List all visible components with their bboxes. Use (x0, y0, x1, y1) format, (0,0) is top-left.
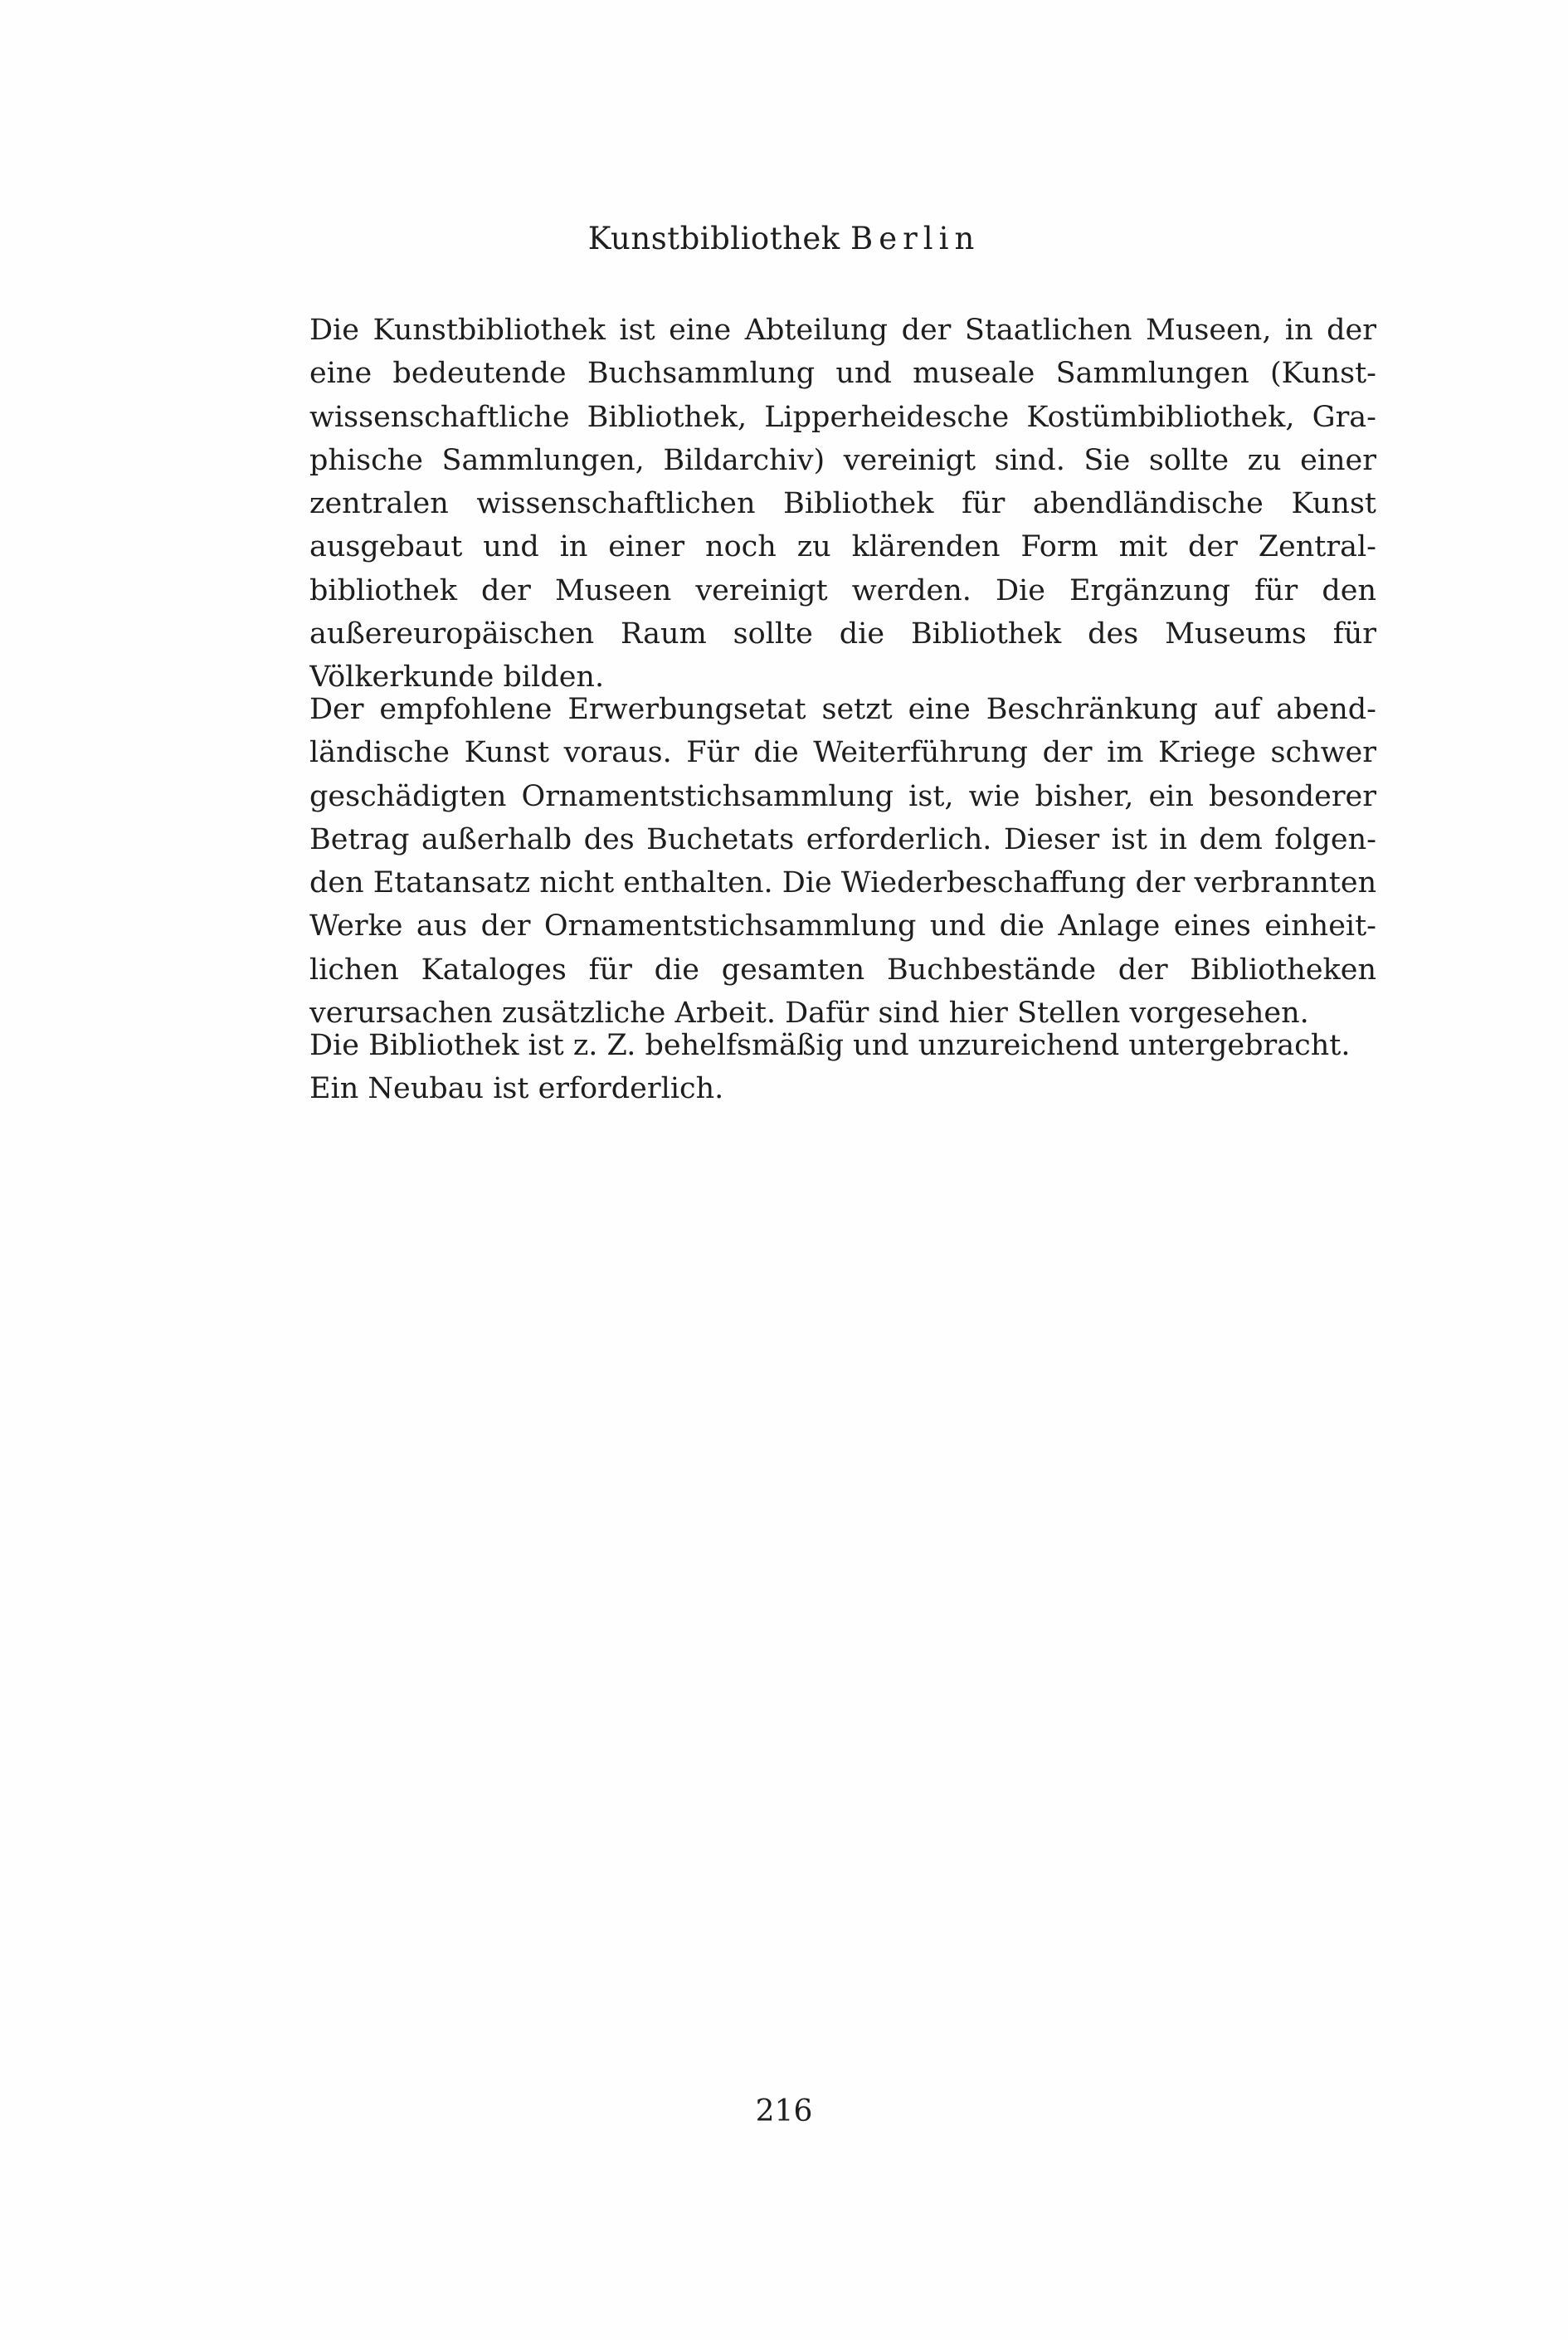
text-line: Betrag außerhalb des Buchetats erforderlich. Dieser ist in dem folgen- (309, 822, 1376, 856)
text-line: geschädigten Ornamentstichsammlung ist, wie bisher, ein besonderer (309, 779, 1376, 813)
text-line: zentralen wissenschaftlichen Bibliothek für abendländische Kunst (309, 487, 1376, 521)
title-location: Berlin (850, 221, 981, 256)
text-line: eine bedeutende Buchsammlung und museale Sammlungen (Kunst- (309, 357, 1376, 391)
text-line: Ein Neubau ist erforderlich. (309, 1072, 724, 1106)
text-line: bibliothek der Museen vereinigt werden. Die Ergänzung für den (309, 573, 1376, 607)
text-line: Völkerkunde bilden. (309, 661, 605, 695)
paragraph-2 (309, 688, 1376, 1035)
text-line: den Etatansatz nicht enthalten. Die Wiederbeschaffung der verbrannten (309, 866, 1376, 900)
paragraph-3 (309, 1024, 1376, 1111)
title-main: Kunstbibliothek (587, 221, 840, 256)
text-line: außereuropäischen Raum sollte die Bibliothek des Museums für (309, 617, 1376, 651)
text-line: ländische Kunst voraus. Für die Weiterführung der im Kriege schwer (309, 736, 1376, 770)
text-line: lichen Kataloges für die gesamten Buchbestände der Bibliotheken (309, 953, 1376, 987)
text-line: verursachen zusätzliche Arbeit. Dafür sind hier Stellen vorgesehen. (309, 997, 1309, 1031)
text-line: Der empfohlene Erwerbungsetat setzt eine Beschränkung auf abend- (309, 693, 1376, 726)
page-number: 216 (755, 2094, 813, 2128)
text-line: phische Sammlungen, Bildarchiv) vereinigt sind. Sie sollte zu einer (309, 443, 1376, 477)
text-line: ausgebaut und in einer noch zu klärenden Form mit der Zentral- (309, 530, 1376, 564)
text-line: Die Bibliothek ist z. Z. behelfsmäßig und unzureichend untergebracht. (309, 1029, 1351, 1062)
text-line: wissenschaftliche Bibliothek, Lipperheidesche Kostümbibliothek, Gra- (309, 400, 1376, 434)
page-title (0, 221, 1568, 256)
text-line: Die Kunstbibliothek ist eine Abteilung der Staatlichen Museen, in der (309, 314, 1376, 347)
text-line: Werke aus der Ornamentstichsammlung und die Anlage eines einheit- (309, 909, 1376, 943)
paragraph-1 (309, 309, 1376, 700)
